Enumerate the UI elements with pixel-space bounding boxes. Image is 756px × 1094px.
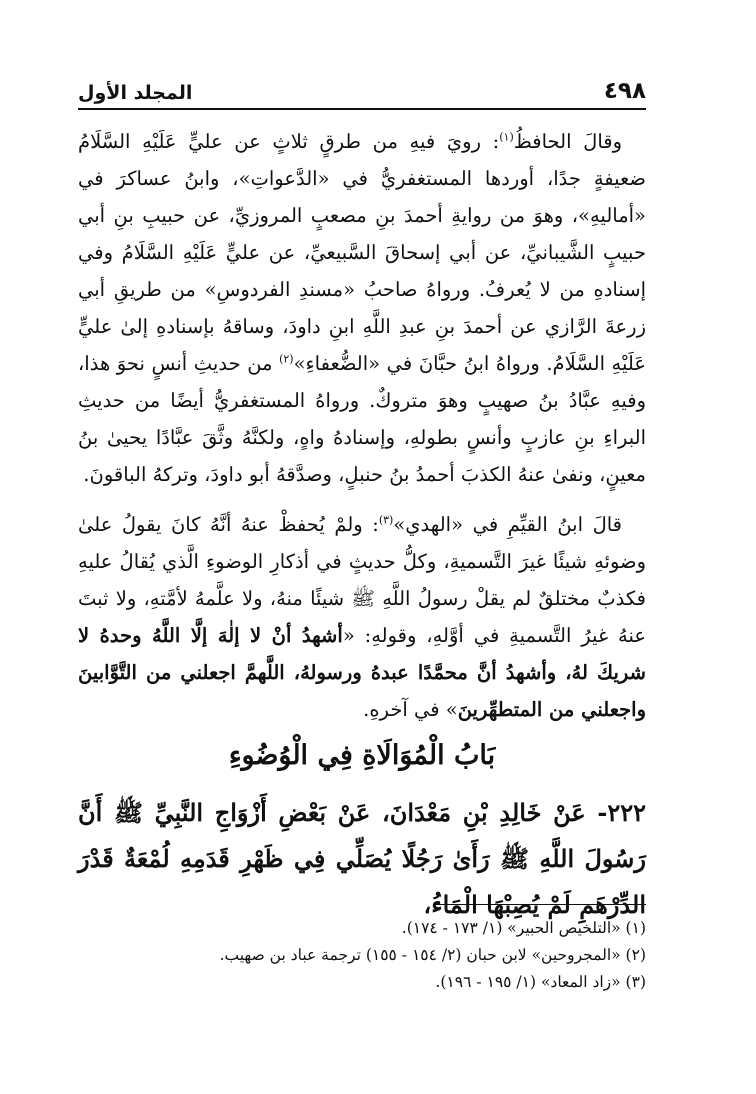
para1-text-b: : رويَ فيهِ من طرقٍ ثلاثٍ عن عليٍّ عَلَيْهِ السَّلَامُ ضعيفةٍ جدًا، أوردها المستغفريُّ في «الدَّعواتِ»، وابنُ عساكرَ في «أماليهِ»، وهوَ من روايةِ أحمدَ بنِ مصعبٍ المروزيِّ، عن حبيبِ بنِ أبي حبيبٍ الشَّيبانيِّ، عن أبي إسحاقَ السَّبيعيِّ، عن عليٍّ عَلَيْهِ السَّلَامُ وفي إسنادهِ من لا يُعرفُ. ورواهُ صاحبُ «مسندِ الفردوسِ» من طريقِ أبي زرعةَ الرَّازي عن أحمدَ بنِ عبدِ اللَّهِ ابنِ داودَ، وساقهُ بإسنادهِ إلىٰ عليٍّ عَلَيْهِ السَّلَامُ. ورواهُ ابنُ حبَّانَ في «الضُّعفاءِ» [78, 130, 646, 375]
paragraph-hafiz-quote [78, 123, 646, 493]
footnote-ref-1[interactable]: (١) [499, 130, 514, 144]
hadith-text: ٢٢٢- عَنْ خَالِدِ بْنِ مَعْدَانَ، عَنْ بَعْضِ أَزْوَاجِ النَّبِيِّ ﷺ أَنَّ رَسُولَ اللَّهِ ﷺ رَأَىٰ رَجُلًا يُصَلِّي فِي ظَهْرِ قَدَمِهِ لُمْعَةٌ قَدْرَ الدِّرْهَمِ لَمْ يُصِبْهَا الْمَاءُ، [78, 798, 646, 919]
main-text [78, 123, 646, 728]
footnote-divider [436, 904, 646, 905]
volume-title: المجلد الأول [78, 82, 193, 104]
footnote-ref-3[interactable]: (٣) [378, 513, 394, 527]
paragraph-ibn-qayyim-quote [78, 506, 646, 728]
footnote-1: (١) «التلخيص الحبير» (١/ ١٧٣ - ١٧٤). [401, 919, 646, 937]
dua-bold-text: أشهدُ أنْ لا إلٰهَ إلَّا اللَّهُ وحدهُ لا شريكَ لهُ، وأشهدُ أنَّ محمَّدًا عبدهُ ورسولهُ، اللَّهمَّ اجعلني من التَّوَّابينَ واجعلني من المتطهِّرينَ [78, 624, 646, 721]
running-header [78, 70, 646, 110]
para1-text-c: من حديثِ أنسٍ نحوَ هذا، وفيهِ عبَّادُ بنُ صهيبٍ وهوَ متروكٌ. ورواهُ المستغفريُّ أيضًا من حديثِ البراءِ بنِ عازبٍ وأنسٍ بطولهِ، وإسنادهُ واهٍ، ولكنَّهُ وثَّقَ عبَّادًا يحيىٰ بنُ معينٍ، ونفىٰ عنهُ الكذبَ أحمدُ بنُ حنبلٍ، وصدَّقهُ أبو داودَ، وتركهُ الباقونَ. [78, 352, 646, 486]
para2-text-a: قالَ ابنُ القيِّمِ في «الهدي» [393, 513, 622, 536]
footnote-3: (٣) «زاد المعاد» (١/ ١٩٥ - ١٩٦). [435, 973, 646, 991]
para2-text-c: » في آخرهِ. [363, 698, 458, 721]
footnotes [78, 915, 646, 996]
footnote-ref-2[interactable]: (٢) [279, 352, 294, 366]
page-number: ٤٩٨ [603, 78, 646, 104]
chapter-heading: بَابُ الْمُوَالَاةِ فِي الْوُضُوءِ [228, 740, 496, 771]
footnote-2: (٢) «المجروحين» لابن حبان (٢/ ١٥٤ - ١٥٥) ترجمة عباد بن صهيب. [219, 946, 646, 964]
para1-text-a: وقالَ الحافظُ [513, 130, 623, 153]
para2-text-b: : ولمْ يُحفظْ عنهُ أنَّهُ كانَ يقولُ علىٰ وضوئهِ شيئًا غيرَ التَّسميةِ، وكلُّ حديثٍ في أذكارِ الوضوءِ الَّذي يُقالُ عليهِ فكذبٌ مختلقٌ لم يقلْ رسولُ اللَّهِ ﷺ شيئًا منهُ، ولا علَّمهُ لأمَّتهِ، ولا ثبتَ عنهُ غيرُ التَّسميةِ في أوَّلهِ، وقولهِ: « [78, 513, 646, 647]
